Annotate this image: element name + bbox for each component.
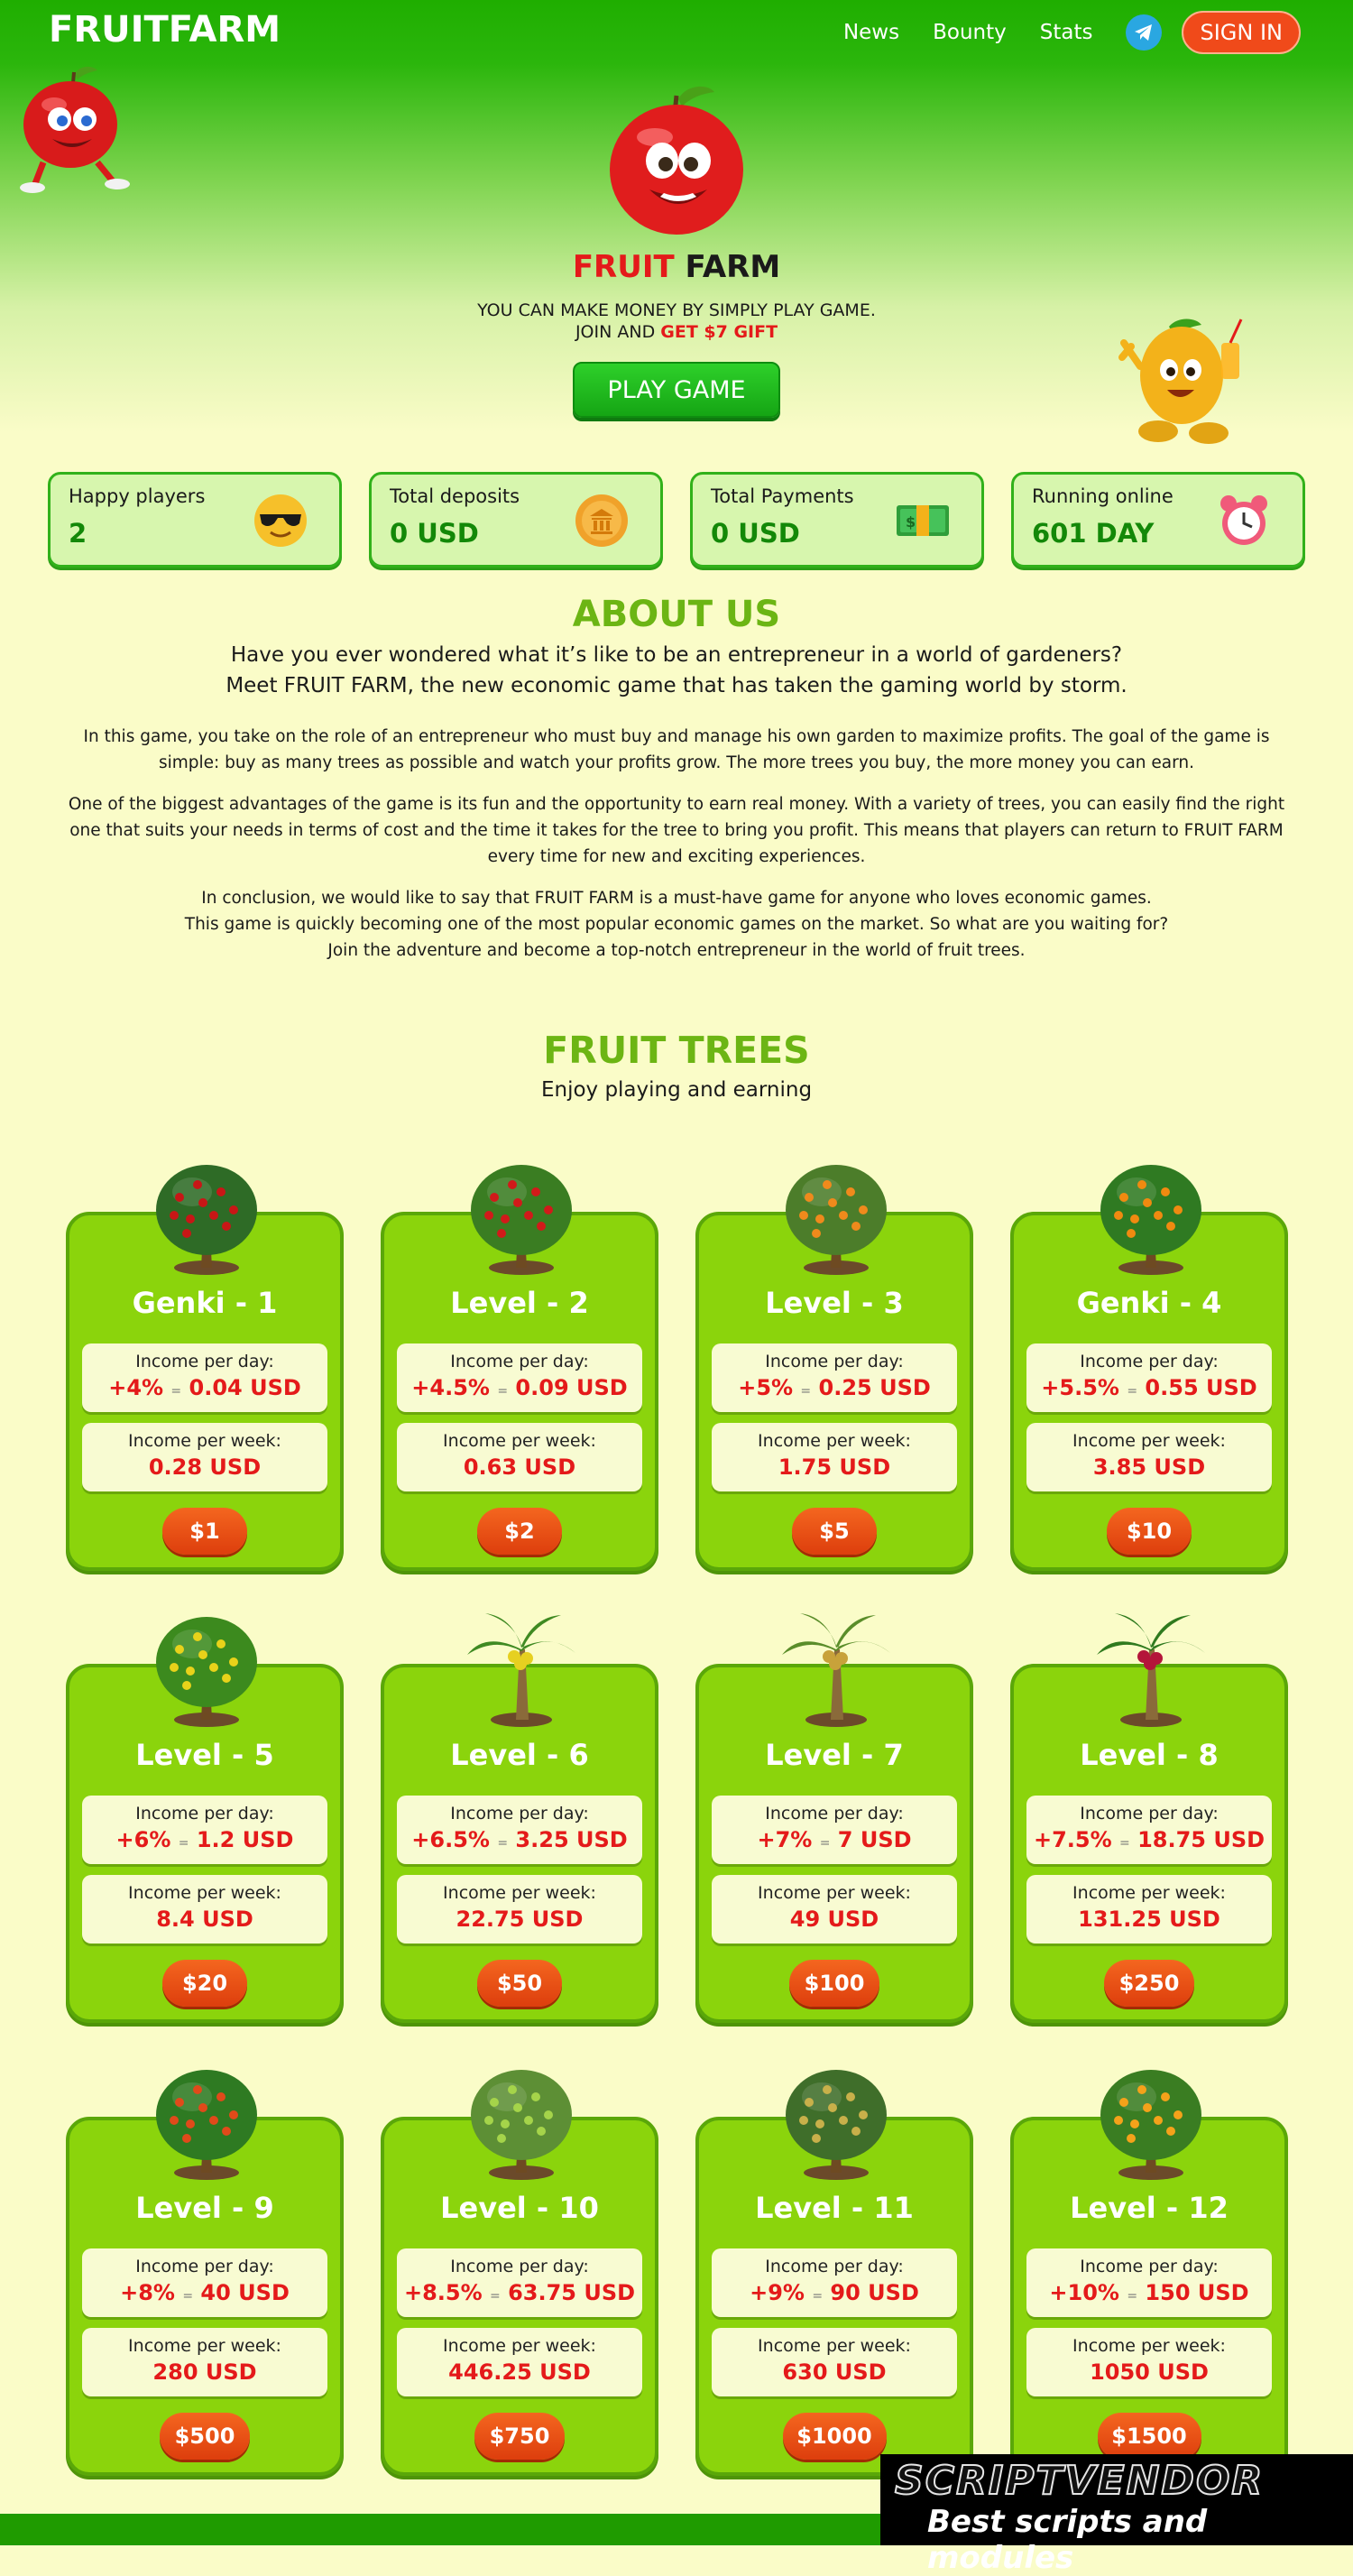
income-per-week-label: Income per week: bbox=[1072, 2336, 1226, 2356]
daily-percent: +10% bbox=[1049, 2280, 1119, 2305]
income-per-day-box bbox=[397, 1343, 642, 1412]
tree-name: Level - 3 bbox=[765, 1286, 904, 1320]
buy-tree-button[interactable]: $1 bbox=[162, 1508, 247, 1555]
buy-tree-button[interactable]: $1000 bbox=[783, 2413, 887, 2460]
income-per-week-box bbox=[712, 1423, 957, 1491]
income-per-week-label: Income per week: bbox=[128, 1431, 281, 1451]
tree-name: Level - 5 bbox=[135, 1738, 274, 1772]
daily-percent: +4% bbox=[108, 1375, 164, 1400]
daily-income: 0.25 USD bbox=[818, 1375, 931, 1400]
svg-text:$: $ bbox=[906, 513, 916, 531]
income-per-day-label: Income per day: bbox=[1080, 1352, 1219, 1371]
about-lead-1: Have you ever wondered what it’s like to be an entrepreneur in a world of gardeners? bbox=[230, 643, 1123, 667]
income-per-week-box bbox=[397, 2328, 642, 2396]
nav-stats[interactable]: Stats bbox=[1039, 21, 1093, 44]
telegram-icon[interactable] bbox=[1126, 14, 1162, 51]
income-per-week-label: Income per week: bbox=[1072, 1431, 1226, 1451]
tree-name: Level - 2 bbox=[450, 1286, 589, 1320]
buy-tree-button[interactable]: $2 bbox=[477, 1508, 562, 1555]
tree-card bbox=[66, 1212, 344, 1571]
income-per-week-box bbox=[82, 1423, 327, 1491]
income-per-week-label: Income per week: bbox=[758, 1431, 911, 1451]
tree-card bbox=[695, 2117, 973, 2476]
daily-income: 3.25 USD bbox=[515, 1827, 628, 1852]
daily-income: 0.09 USD bbox=[515, 1375, 628, 1400]
weekly-income: 8.4 USD bbox=[156, 1907, 253, 1932]
equals-sign: = bbox=[489, 2289, 501, 2304]
income-per-day-box bbox=[1026, 1796, 1272, 1864]
weekly-income: 446.25 USD bbox=[448, 2359, 591, 2385]
weekly-income: 280 USD bbox=[152, 2359, 257, 2385]
income-per-week-label: Income per week: bbox=[1072, 1883, 1226, 1903]
sunglasses-emoji-icon bbox=[253, 493, 308, 549]
income-per-day-box bbox=[82, 1343, 327, 1412]
tree-name: Level - 9 bbox=[135, 2191, 274, 2225]
income-per-day-box bbox=[712, 2248, 957, 2317]
daily-income: 63.75 USD bbox=[508, 2280, 636, 2305]
tree-card bbox=[381, 1212, 658, 1571]
tree-name: Level - 11 bbox=[755, 2191, 914, 2225]
alarm-clock-icon bbox=[1216, 493, 1272, 549]
tree-name: Genki - 4 bbox=[1076, 1286, 1222, 1320]
tree-icon bbox=[773, 2057, 899, 2184]
equals-sign: = bbox=[812, 2289, 824, 2304]
income-per-day-box bbox=[1026, 2248, 1272, 2317]
income-per-day-label: Income per day: bbox=[450, 2257, 589, 2276]
income-per-week-box bbox=[712, 2328, 957, 2396]
income-per-week-box bbox=[1026, 1423, 1272, 1491]
daily-percent: +6.5% bbox=[411, 1827, 490, 1852]
income-per-week-label: Income per week: bbox=[443, 1431, 596, 1451]
about-paragraph-2: One of the biggest advantages of the game is its fun and the opportunity to earn real money. With a variety of trees, you can easily find the right one that suits your needs in terms of cost and the time it takes for the tree to bring you profit. This means that players can return to FRUIT FARM every time for new and exciting experiences. bbox=[68, 795, 1285, 866]
equals-sign: = bbox=[800, 1384, 812, 1399]
tree-card bbox=[1010, 1212, 1288, 1571]
hero-title: FRUIT FARM bbox=[572, 249, 781, 285]
weekly-income: 0.28 USD bbox=[148, 1454, 262, 1480]
income-per-day-box bbox=[397, 1796, 642, 1864]
weekly-income: 22.75 USD bbox=[456, 1907, 584, 1932]
tree-icon bbox=[458, 1604, 584, 1731]
buy-tree-button[interactable]: $1500 bbox=[1098, 2413, 1201, 2460]
tree-icon bbox=[1088, 1152, 1214, 1279]
scriptvendor-watermark bbox=[880, 2454, 1353, 2576]
daily-income: 18.75 USD bbox=[1137, 1827, 1266, 1852]
tree-icon bbox=[1088, 1604, 1214, 1731]
fruit-trees-heading: FRUIT TREES bbox=[543, 1029, 810, 1072]
hero-gift-line: JOIN AND GET $7 GIFT bbox=[575, 322, 778, 342]
daily-percent: +7% bbox=[757, 1827, 813, 1852]
daily-income: 1.2 USD bbox=[196, 1827, 294, 1852]
tree-card bbox=[381, 2117, 658, 2476]
play-game-button[interactable]: PLAY GAME bbox=[573, 362, 780, 418]
equals-sign: = bbox=[182, 2289, 194, 2304]
daily-income: 40 USD bbox=[200, 2280, 290, 2305]
income-per-day-label: Income per day: bbox=[450, 1804, 589, 1824]
buy-tree-button[interactable]: $50 bbox=[477, 1960, 562, 2007]
income-per-week-box bbox=[82, 1875, 327, 1944]
income-per-day-box bbox=[82, 2248, 327, 2317]
tree-icon bbox=[143, 1152, 270, 1279]
top-nav bbox=[843, 13, 1301, 52]
about-paragraph-3c: Join the adventure and become a top-notch entrepreneur in the world of fruit trees. bbox=[327, 941, 1026, 960]
equals-sign: = bbox=[1127, 2289, 1138, 2304]
about-lead-2: Meet FRUIT FARM, the new economic game that has taken the gaming world by storm. bbox=[226, 674, 1128, 697]
weekly-income: 131.25 USD bbox=[1078, 1907, 1220, 1932]
equals-sign: = bbox=[497, 1836, 509, 1851]
tree-icon bbox=[143, 1604, 270, 1731]
stat-running-online: Running online 601 DAY bbox=[1011, 472, 1305, 568]
equals-sign: = bbox=[1118, 1836, 1130, 1851]
tree-name: Level - 12 bbox=[1070, 2191, 1229, 2225]
about-paragraph-1: In this game, you take on the role of an entrepreneur who must buy and manage his own garden to maximize profits. The goal of the game is simple: buy as many trees as possible and watch your profits grow. The more trees you buy, the more money you can earn. bbox=[83, 727, 1270, 772]
buy-tree-button[interactable]: $20 bbox=[162, 1960, 247, 2007]
tree-card bbox=[66, 2117, 344, 2476]
daily-income: 0.04 USD bbox=[189, 1375, 301, 1400]
tree-icon bbox=[458, 1152, 584, 1279]
income-per-day-box bbox=[712, 1343, 957, 1412]
tree-card bbox=[1010, 1664, 1288, 2023]
equals-sign: = bbox=[170, 1384, 182, 1399]
income-per-day-label: Income per day: bbox=[135, 2257, 274, 2276]
bank-coin-icon bbox=[574, 493, 630, 549]
income-per-week-label: Income per week: bbox=[128, 2336, 281, 2356]
equals-sign: = bbox=[819, 1836, 831, 1851]
daily-percent: +8.5% bbox=[403, 2280, 483, 2305]
tree-card bbox=[381, 1664, 658, 2023]
income-per-week-label: Income per week: bbox=[443, 1883, 596, 1903]
tree-icon bbox=[773, 1152, 899, 1279]
buy-tree-button[interactable]: $5 bbox=[792, 1508, 877, 1555]
income-per-day-label: Income per day: bbox=[135, 1804, 274, 1824]
income-per-day-box bbox=[397, 2248, 642, 2317]
weekly-income: 3.85 USD bbox=[1092, 1454, 1206, 1480]
daily-income: 7 USD bbox=[837, 1827, 912, 1852]
site-logo[interactable]: FRUITFARM bbox=[49, 9, 281, 51]
cash-icon bbox=[895, 493, 951, 549]
income-per-day-box bbox=[82, 1796, 327, 1864]
tree-card bbox=[1010, 2117, 1288, 2476]
tree-name: Level - 10 bbox=[440, 2191, 599, 2225]
buy-tree-button[interactable]: $100 bbox=[789, 1960, 879, 2007]
daily-percent: +4.5% bbox=[411, 1375, 490, 1400]
watermark-title: SCRIPTVENDOR bbox=[895, 2458, 1265, 2504]
sign-in-button[interactable]: SIGN IN bbox=[1182, 11, 1301, 54]
tree-icon bbox=[1088, 2057, 1214, 2184]
equals-sign: = bbox=[178, 1836, 189, 1851]
tree-card bbox=[695, 1212, 973, 1571]
about-paragraph-3a: In conclusion, we would like to say that FRUIT FARM is a must-have game for anyone who loves economic games. bbox=[201, 889, 1152, 908]
tree-icon bbox=[143, 2057, 270, 2184]
stat-happy-players: Happy players 2 bbox=[48, 472, 342, 568]
weekly-income: 1050 USD bbox=[1090, 2359, 1209, 2385]
income-per-week-box bbox=[397, 1423, 642, 1491]
daily-income: 150 USD bbox=[1145, 2280, 1249, 2305]
income-per-day-box bbox=[712, 1796, 957, 1864]
daily-percent: +5% bbox=[738, 1375, 794, 1400]
equals-sign: = bbox=[497, 1384, 509, 1399]
buy-tree-button[interactable]: $10 bbox=[1107, 1508, 1192, 1555]
weekly-income: 1.75 USD bbox=[778, 1454, 891, 1480]
income-per-week-box bbox=[1026, 1875, 1272, 1944]
tree-name: Level - 6 bbox=[450, 1738, 589, 1772]
daily-income: 0.55 USD bbox=[1145, 1375, 1257, 1400]
tree-name: Level - 7 bbox=[765, 1738, 904, 1772]
income-per-day-label: Income per day: bbox=[450, 1352, 589, 1371]
watermark-tagline: Best scripts and modules bbox=[927, 2504, 1208, 2576]
about-paragraph-3b: This game is quickly becoming one of the most popular economic games on the market. So what are you waiting for? bbox=[184, 915, 1169, 934]
income-per-day-label: Income per day: bbox=[765, 1352, 904, 1371]
buy-tree-button[interactable]: $250 bbox=[1104, 1960, 1194, 2007]
daily-percent: +5.5% bbox=[1041, 1375, 1119, 1400]
weekly-income: 49 USD bbox=[789, 1907, 879, 1932]
income-per-day-label: Income per day: bbox=[765, 2257, 904, 2276]
nav-bounty[interactable]: Bounty bbox=[933, 21, 1007, 44]
income-per-week-label: Income per week: bbox=[443, 2336, 596, 2356]
tree-card bbox=[695, 1664, 973, 2023]
daily-percent: +9% bbox=[750, 2280, 805, 2305]
daily-income: 90 USD bbox=[830, 2280, 919, 2305]
apple-runner-mascot bbox=[7, 61, 143, 197]
daily-percent: +6% bbox=[115, 1827, 171, 1852]
nav-news[interactable]: News bbox=[842, 21, 900, 44]
about-heading: ABOUT US bbox=[572, 594, 781, 635]
income-per-week-box bbox=[397, 1875, 642, 1944]
tree-icon bbox=[458, 2057, 584, 2184]
equals-sign: = bbox=[1127, 1384, 1138, 1399]
income-per-week-box bbox=[82, 2328, 327, 2396]
daily-percent: +8% bbox=[120, 2280, 175, 2305]
tree-name: Genki - 1 bbox=[132, 1286, 278, 1320]
income-per-day-label: Income per day: bbox=[1080, 2257, 1219, 2276]
daily-percent: +7.5% bbox=[1033, 1827, 1112, 1852]
income-per-week-label: Income per week: bbox=[758, 1883, 911, 1903]
tree-name: Level - 8 bbox=[1080, 1738, 1219, 1772]
tree-icon bbox=[773, 1604, 899, 1731]
buy-tree-button[interactable]: $750 bbox=[474, 2413, 565, 2460]
income-per-day-label: Income per day: bbox=[765, 1804, 904, 1824]
buy-tree-button[interactable]: $500 bbox=[160, 2413, 250, 2460]
weekly-income: 630 USD bbox=[782, 2359, 887, 2385]
tree-card bbox=[66, 1664, 344, 2023]
income-per-day-label: Income per day: bbox=[135, 1352, 274, 1371]
income-per-week-box bbox=[1026, 2328, 1272, 2396]
income-per-week-label: Income per week: bbox=[758, 2336, 911, 2356]
fruit-trees-subheading: Enjoy playing and earning bbox=[540, 1078, 813, 1102]
income-per-day-box bbox=[1026, 1343, 1272, 1412]
stat-total-payments: Total Payments 0 USD $ bbox=[690, 472, 984, 568]
hero-subtitle: YOU CAN MAKE MONEY BY SIMPLY PLAY GAME. bbox=[477, 300, 876, 320]
stat-total-deposits: Total deposits 0 USD bbox=[369, 472, 663, 568]
income-per-week-box bbox=[712, 1875, 957, 1944]
income-per-week-label: Income per week: bbox=[128, 1883, 281, 1903]
income-per-day-label: Income per day: bbox=[1080, 1804, 1219, 1824]
apple-mascot bbox=[603, 83, 750, 242]
weekly-income: 0.63 USD bbox=[463, 1454, 576, 1480]
